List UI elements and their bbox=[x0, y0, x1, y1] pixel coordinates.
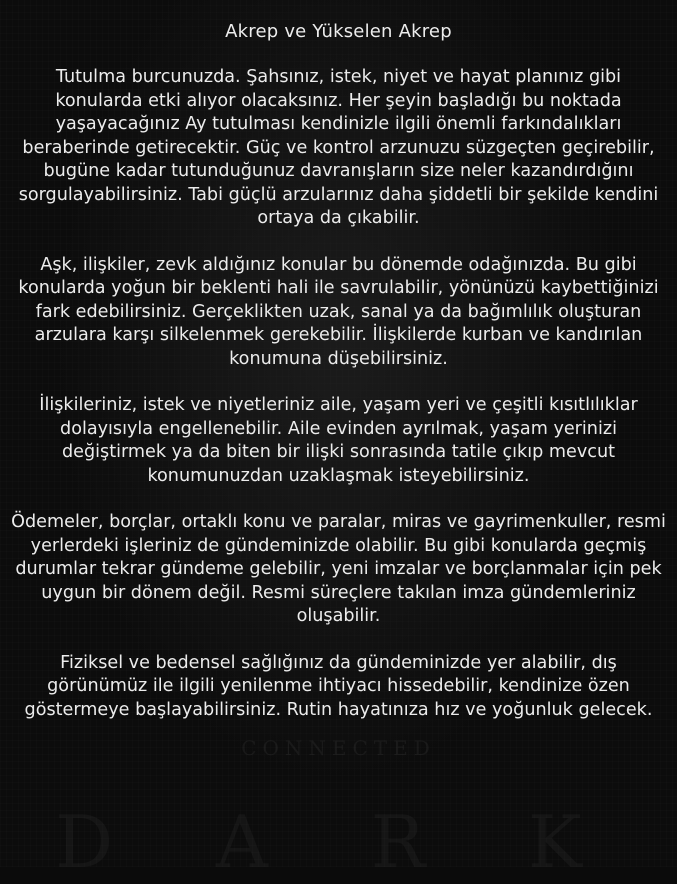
background-watermark-text: CONNECTED bbox=[241, 736, 436, 760]
paragraph-love: Aşk, ilişkiler, zevk aldığınız konular bu dönemde odağınızda. Bu gibi konularda yoğun bir beklenti hali ile savrulabilir, yönünüzü kaybettiğinizi fark edebilirsiniz. Gerçeklikten uzak, sanal ya da bağımlılık oluşturan arzulara karşı silkelenmek gerekebilir. İlişkilerde kurban ve kandırılan konumuna düşebilirsiniz. bbox=[18, 254, 659, 369]
document-title: Akrep ve Yükselen Akrep bbox=[225, 21, 452, 42]
paragraph-relationships: İlişkileriniz, istek ve niyetleriniz aile, yaşam yeri ve çeşitli kısıtlılıklar dolayısıyla engellenebilir. Aile evinden ayrılmak, yaşam yerinizi değiştirmek ya da biten bir ilişki sonrasında tatile çıkıp mevcut konumunuzdan uzaklaşmak isteyebilirsiniz. bbox=[39, 395, 638, 486]
background-watermark-large bbox=[0, 800, 677, 884]
paragraph-finances: Ödemeler, borçlar, ortaklı konu ve paralar, miras ve gayrimenkuller, resmi yerlerdeki işleriniz de gündeminizde olabilir. Bu gibi konularda geçmiş durumlar tekrar gündeme gelebilir, yeni imzalar ve borçlanmalar için pek uygun bir dönem değil. Resmi süreçlere takılan imza gündemleriniz oluşabilir. bbox=[11, 512, 666, 626]
paragraph-health: Fiziksel ve bedensel sağlığınız da gündeminizde yer alabilir, dış görünümüz ile ilgili yenilenme ihtiyacı hissedebilir, kendinize özen göstermeye başlayabilirsiniz. Rutin hayatınıza hız ve yoğunluk gelecek. bbox=[24, 652, 653, 720]
paragraph-eclipse: Tutulma burcunuzda. Şahsınız, istek, niyet ve hayat planınız gibi konularda etki alıyor olacaksınız. Her şeyin başladığı bu noktada yaşayacağınız Ay tutulması kendinizle ilgili önemli farkındalıkları beraberinde getirecektir. Güç ve kontrol arzunuzu süzgeçten geçirebilir, bugüne kadar tutunduğunuz davranışların size neler kazandırdığını sorgulayabilirsiniz. Tabi güçlü arzularınız daha şiddetli bir şekilde kendini ortaya da çıkabilir. bbox=[18, 67, 659, 228]
document-body bbox=[10, 20, 667, 745]
